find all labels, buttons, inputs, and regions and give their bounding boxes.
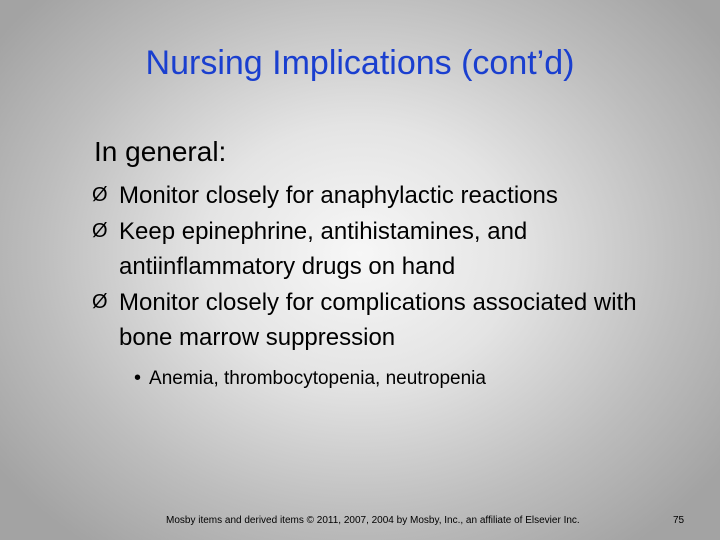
bullet-item [92,285,692,355]
bullet-level-3-text: Anemia, thrombocytopenia, neutropenia [149,368,486,389]
copyright-footer: Mosby items and derived items © 2011, 2007, 2004 by Mosby, Inc., an affiliate of Elsevier Inc. [166,515,580,526]
bullet-item [92,178,692,213]
bullet-item-text: Monitor closely for complications associated with bone marrow suppression [119,289,637,351]
dot-bullet-icon: • [134,367,142,389]
arrow-bullet-icon: Ø [92,184,108,206]
slide-title: Nursing Implications (cont’d) [145,44,575,82]
arrow-bullet-icon: Ø [92,291,108,313]
bullet-item [92,214,692,284]
page-number: 75 [673,515,685,526]
arrow-bullet-icon: Ø [92,220,108,242]
bullet-level-1 [62,136,226,168]
bullet-item-text: Monitor closely for anaphylactic reactions [119,182,558,209]
bullet-level-3 [134,367,486,390]
bullet-level-1-text: In general: [94,136,227,167]
bullet-item-text: Keep epinephrine, antihistamines, and antiinflammatory drugs on hand [119,218,528,280]
bullet-list-level-2 [92,178,692,356]
